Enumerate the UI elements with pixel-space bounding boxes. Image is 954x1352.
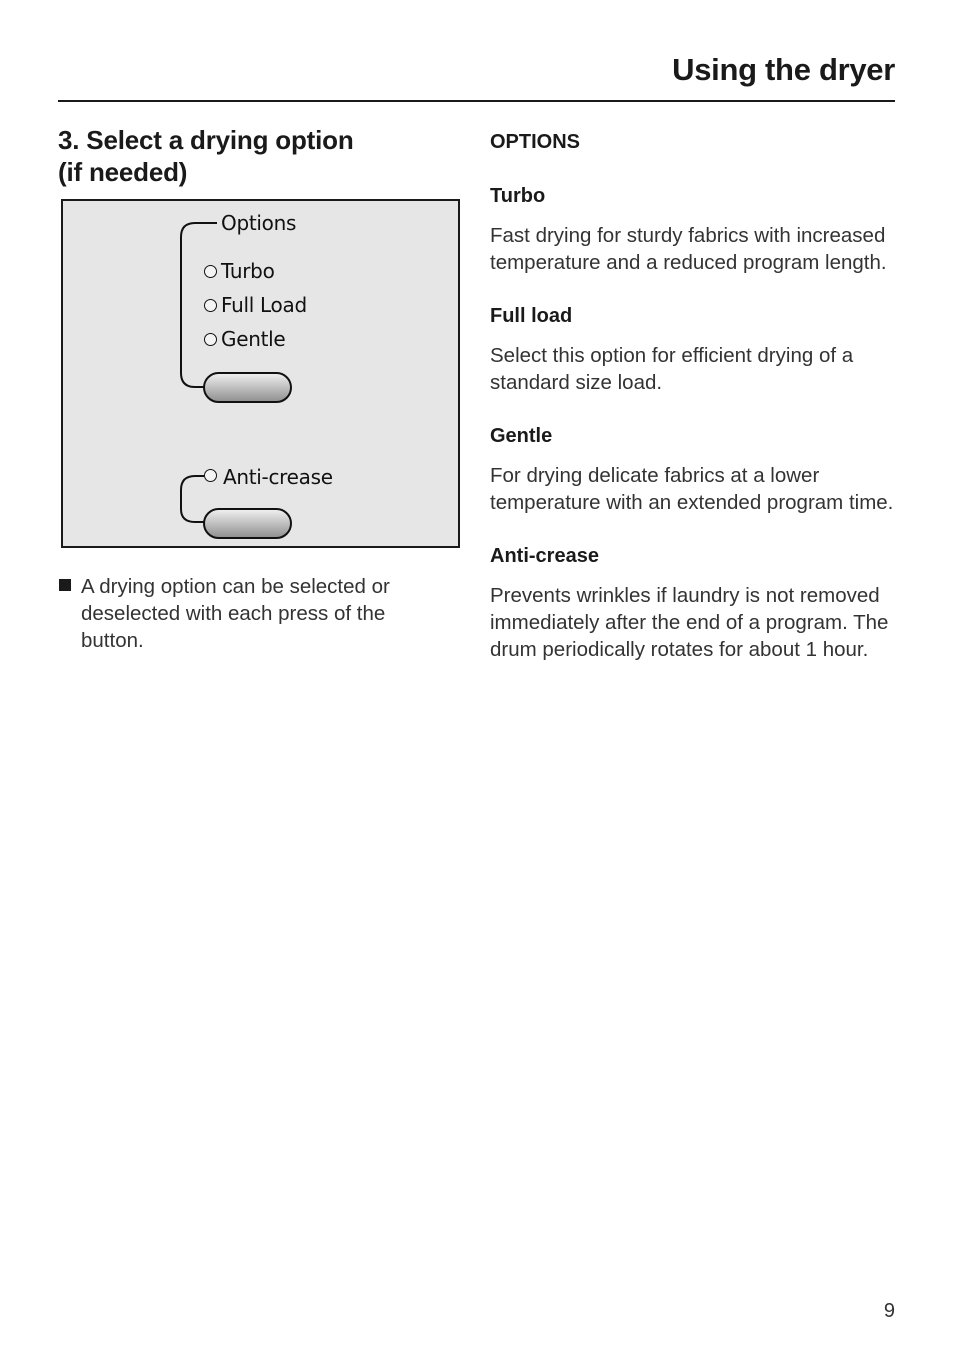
anticrease-indicator-icon: [204, 469, 217, 482]
option-name: Turbo: [490, 185, 546, 207]
section-title: [58, 124, 463, 188]
panel-option-anticrease: Anti-crease: [223, 465, 333, 489]
panel-graphics: [63, 201, 462, 550]
option-description: Fast drying for sturdy fabrics with increased temperature and a reduced program length.: [490, 224, 887, 274]
section-title-line1: 3. Select a drying option: [58, 125, 354, 155]
page-number: 9: [883, 1300, 895, 1322]
option-name: Full load: [490, 305, 573, 327]
option-name: Anti-crease: [490, 545, 599, 567]
panel-option-turbo: Turbo: [221, 259, 275, 283]
full-load-indicator-icon: [204, 299, 217, 312]
panel-option-full-load: Full Load: [221, 293, 307, 317]
options-group-label: Options: [221, 211, 297, 235]
options-heading: OPTIONS: [490, 131, 581, 153]
page-title: Using the dryer: [672, 52, 895, 87]
bullet-note-text: A drying option can be selected or deselected with each press of the button.: [81, 575, 390, 652]
option-item-turbo: [490, 182, 900, 276]
option-description: Prevents wrinkles if laundry is not removed immediately after the end of a program. The drum periodically rotates for about 1 hour.: [490, 584, 889, 661]
panel-option-gentle: Gentle: [221, 327, 286, 351]
option-description: For drying delicate fabrics at a lower temperature with an extended program time.: [490, 464, 894, 514]
anticrease-bracket-line: [181, 476, 206, 522]
option-item-full-load: [490, 302, 900, 396]
section-title-line2: (if needed): [58, 157, 188, 187]
options-button-shape: [204, 373, 291, 402]
left-column: [58, 124, 463, 188]
control-panel-illustration: [61, 199, 460, 548]
option-item-anticrease: [490, 542, 900, 663]
option-name: Gentle: [490, 425, 553, 447]
bullet-note: [58, 573, 453, 654]
anticrease-button-shape: [204, 509, 291, 538]
page-header: [58, 52, 895, 102]
options-column: [490, 128, 900, 663]
option-item-gentle: [490, 422, 900, 516]
square-bullet-icon: [59, 579, 71, 591]
option-description: Select this option for efficient drying of a standard size load.: [490, 344, 854, 394]
turbo-indicator-icon: [204, 265, 217, 278]
gentle-indicator-icon: [204, 333, 217, 346]
